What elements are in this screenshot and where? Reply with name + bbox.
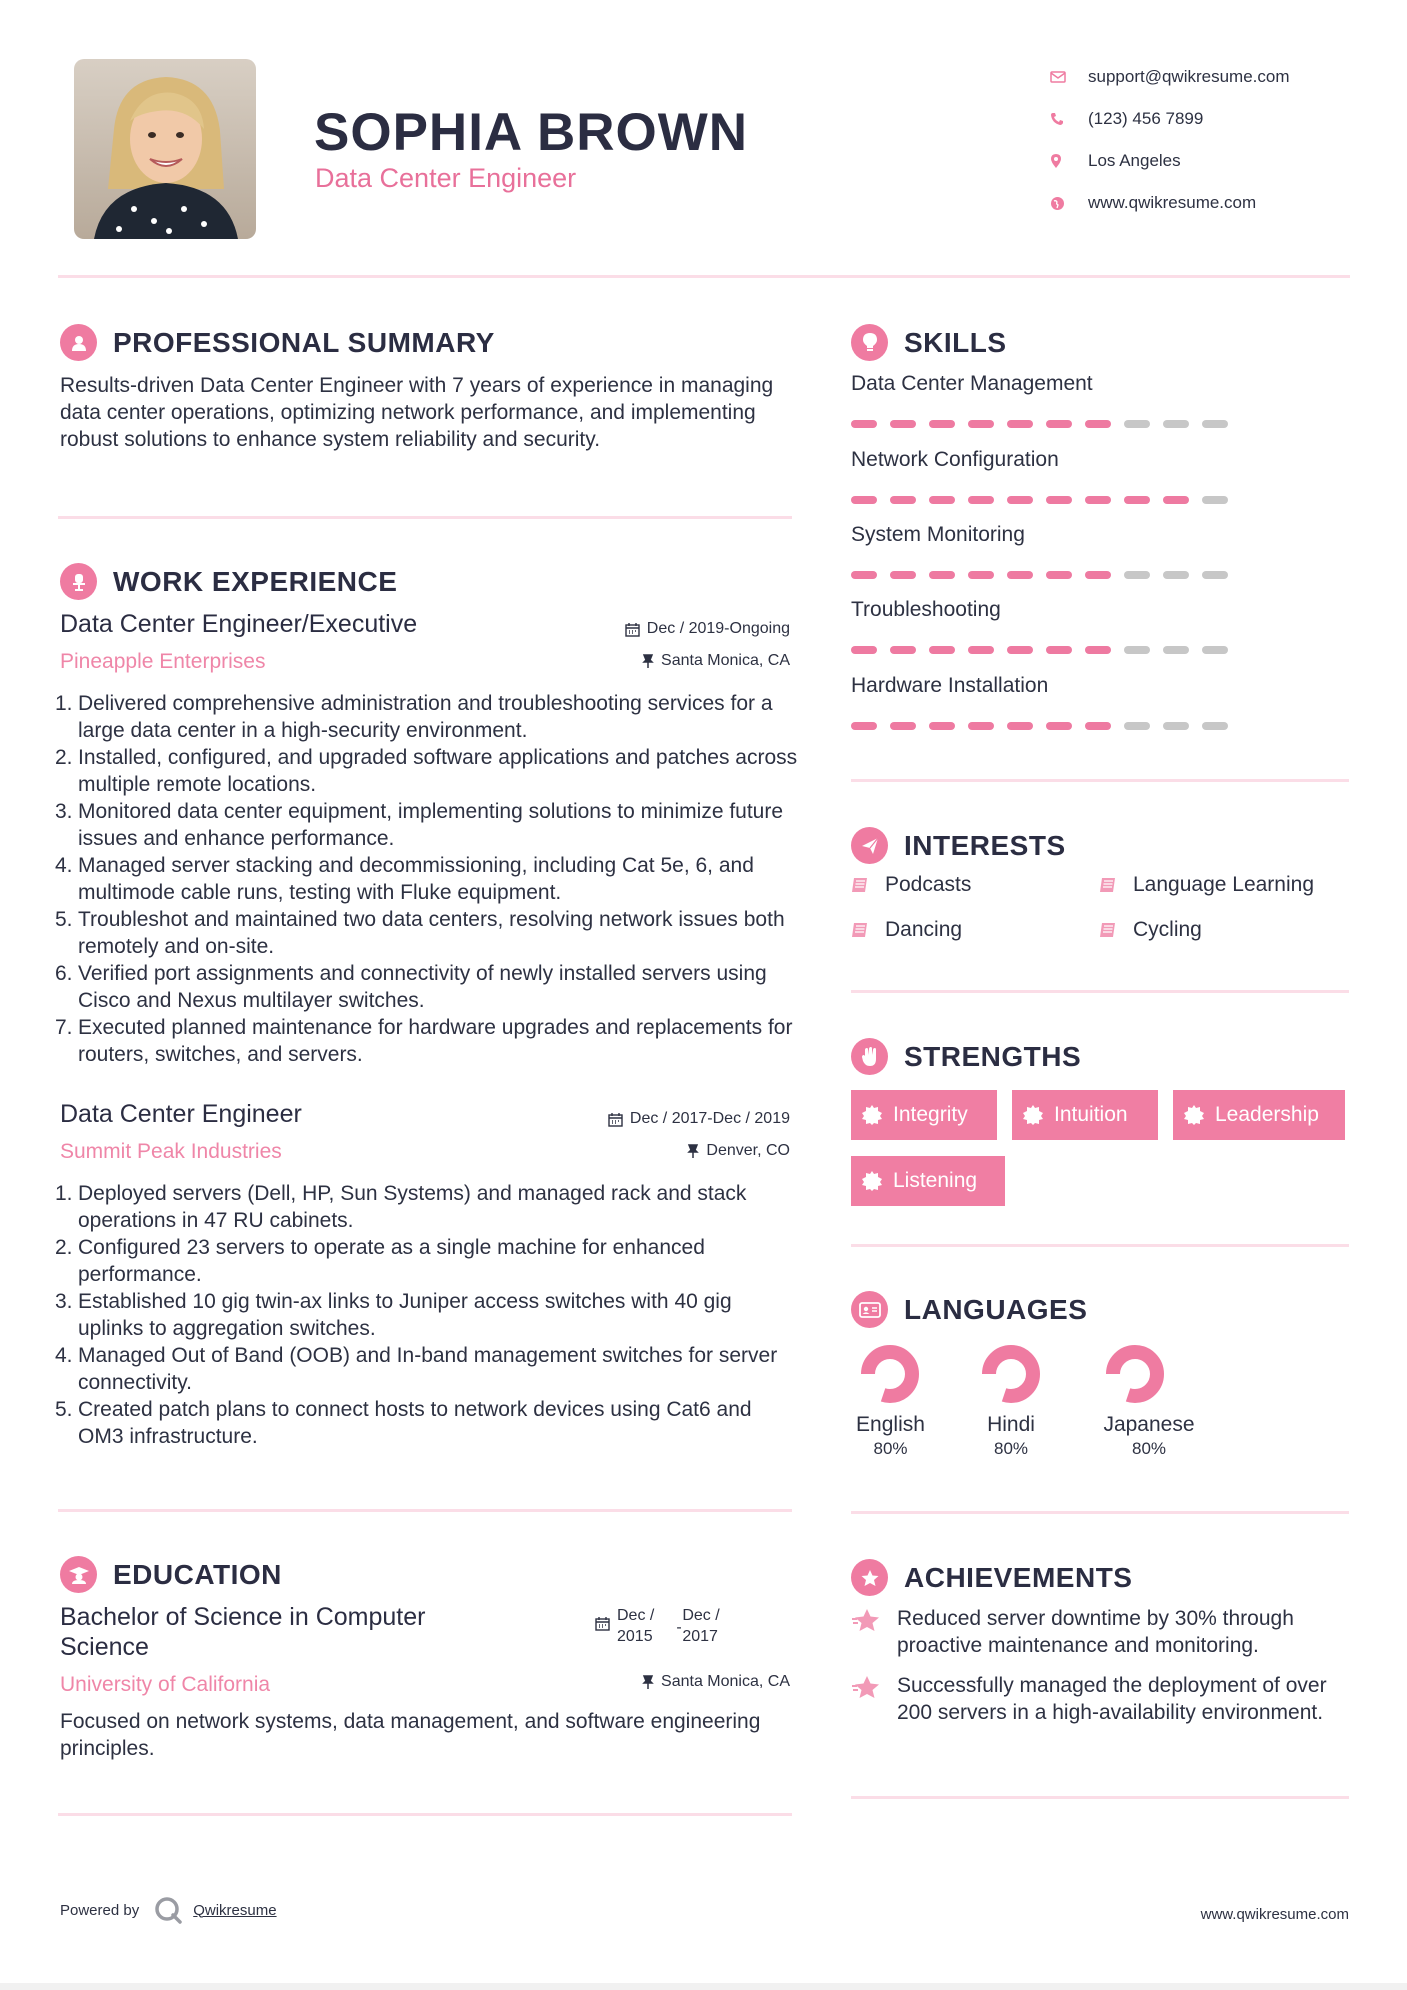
education-heading	[60, 1556, 282, 1593]
skill-dash-filled	[890, 420, 916, 428]
skill-dash-filled	[1007, 646, 1033, 654]
candidate-title: Data Center Engineer	[315, 163, 577, 193]
duty-text: Verified port assignments and connectivity of newly installed servers using Cisco and Nexus multilayer switches.	[78, 962, 767, 1012]
skill-name: Network Configuration	[851, 448, 1059, 471]
duty-number: 5.	[55, 1398, 73, 1421]
strength-label: Intuition	[1054, 1103, 1128, 1126]
duty-text: Managed server stacking and decommissioning, including Cat 5e, 6, and multimode cable runs, testing with Fluke equipment.	[78, 854, 754, 904]
language-percent: 80%	[1131, 1439, 1167, 1458]
language-ring-fill	[1113, 1352, 1157, 1396]
language-percent: 80%	[993, 1439, 1029, 1458]
school-name: University of California	[60, 1673, 271, 1696]
skills-heading	[851, 324, 1007, 361]
calendar-icon	[608, 1112, 623, 1127]
languages-divider	[851, 1511, 1349, 1514]
education-date-from-month: Dec /	[617, 1607, 655, 1624]
strengths-divider	[851, 1244, 1349, 1247]
skill-dash-empty	[1202, 646, 1228, 654]
duty-item	[55, 1180, 800, 1234]
candidate-name: SOPHIA BROWN	[314, 103, 749, 162]
duty-number: 1.	[55, 692, 73, 715]
skill-dash-filled	[1124, 496, 1150, 504]
skill-dash-empty	[1202, 722, 1228, 730]
duty-number: 4.	[55, 854, 73, 877]
book-icon	[851, 921, 871, 939]
skill-dash-filled	[929, 496, 955, 504]
skill-dash-empty	[1202, 496, 1228, 504]
skill-dash-filled	[1046, 722, 1072, 730]
language-gauge	[979, 1342, 1043, 1411]
contact-location	[1050, 140, 1380, 182]
language-gauge	[1103, 1342, 1167, 1411]
skill-dash-empty	[1202, 420, 1228, 428]
achievements-divider	[851, 1796, 1349, 1799]
graduate-icon	[60, 1556, 97, 1593]
skill-name: System Monitoring	[851, 523, 1025, 546]
badge-seal-icon	[1022, 1104, 1044, 1126]
skills-divider	[851, 779, 1349, 782]
duty-item	[55, 1234, 800, 1288]
duty-item	[55, 798, 800, 852]
education-description: Focused on network systems, data management, and software engineering principles.	[60, 1710, 761, 1760]
experience-heading	[60, 563, 397, 600]
skill-dash-filled	[890, 646, 916, 654]
skill-dash-filled	[1085, 722, 1111, 730]
book-icon	[1099, 921, 1119, 939]
duty-item	[55, 960, 800, 1014]
education-location-text: Santa Monica, CA	[661, 1673, 790, 1690]
strength-label: Listening	[893, 1169, 978, 1192]
skill-level-bar	[851, 420, 1241, 428]
contact-location-text: Los Angeles	[1088, 151, 1181, 170]
duty-number: 3.	[55, 800, 73, 823]
skill-dash-filled	[1085, 571, 1111, 579]
skill-dash-filled	[968, 722, 994, 730]
duty-number: 1.	[55, 1182, 73, 1205]
job-dates-1-text: Dec / 2019-Ongoing	[646, 620, 790, 637]
lightbulb-icon	[851, 324, 888, 361]
skill-dash-empty	[1124, 722, 1150, 730]
duty-item	[55, 1014, 800, 1068]
duty-item	[55, 852, 800, 906]
degree-title	[60, 1602, 500, 1662]
skill-level-bar	[851, 571, 1241, 579]
duty-item	[55, 1288, 800, 1342]
book-icon	[1099, 876, 1119, 894]
duty-number: 7.	[55, 1016, 73, 1039]
job-location-1-text: Santa Monica, CA	[661, 652, 790, 669]
strength-label: Integrity	[893, 1103, 968, 1126]
achievements-heading	[851, 1559, 1132, 1596]
pin-icon	[642, 1675, 654, 1690]
achievement-text: Reduced server downtime by 30% through proactive maintenance and monitoring.	[897, 1607, 1294, 1657]
chair-icon	[60, 563, 97, 600]
achievement-text: Successfully managed the deployment of over 200 servers in a high-availability environment.	[897, 1674, 1327, 1724]
interest-item	[851, 918, 962, 942]
skill-name: Hardware Installation	[851, 674, 1049, 697]
duty-item	[55, 1396, 800, 1450]
language-percent: 80%	[873, 1439, 908, 1458]
language-ring-fill	[989, 1352, 1033, 1396]
skill-dash-filled	[929, 722, 955, 730]
job-location-2-text: Denver, CO	[706, 1142, 790, 1159]
skill-dash-filled	[851, 571, 877, 579]
duty-item	[55, 1342, 800, 1396]
skill-dash-filled	[890, 722, 916, 730]
skill-dash-filled	[929, 420, 955, 428]
company-1: Pineapple Enterprises	[60, 650, 266, 673]
language-item	[851, 1413, 930, 1459]
location-pin-icon	[1050, 153, 1088, 169]
company-2: Summit Peak Industries	[60, 1140, 282, 1163]
duty-item	[55, 744, 800, 798]
portrait-image	[74, 59, 256, 239]
duty-text: Executed planned maintenance for hardware upgrades and replacements for routers, switches, and servers.	[78, 1016, 793, 1066]
language-name: Japanese	[1103, 1413, 1195, 1436]
language-ring-fill	[868, 1352, 912, 1396]
experience-divider	[58, 1509, 792, 1512]
language-item	[972, 1413, 1050, 1459]
education-date-sep: -	[676, 1619, 682, 1636]
footer-url[interactable]: www.qwikresume.com	[1200, 1906, 1349, 1923]
strength-tag	[851, 1156, 1005, 1206]
education-date-to-month: Dec /	[682, 1607, 720, 1624]
duty-text: Created patch plans to connect hosts to network devices using Cat6 and OM3 infrastructure.	[78, 1398, 752, 1448]
qwikresume-logo-icon	[153, 1895, 183, 1925]
degree-title-line1: Bachelor of Science in Computer	[60, 1603, 426, 1631]
strengths-heading-text: STRENGTHS	[904, 1040, 1082, 1072]
degree-title-line2: Science	[60, 1633, 149, 1661]
duty-number: 4.	[55, 1344, 73, 1367]
interest-item	[1099, 918, 1202, 942]
job-location-2	[687, 1142, 790, 1160]
globe-icon	[1050, 196, 1088, 211]
summary-heading	[60, 324, 495, 361]
skill-dash-empty	[1202, 571, 1228, 579]
skill-dash-filled	[929, 571, 955, 579]
job-dates-2	[608, 1110, 790, 1128]
skill-dash-filled	[1046, 646, 1072, 654]
duty-item	[55, 906, 800, 960]
skill-dash-filled	[851, 496, 877, 504]
interests-heading-text: INTERESTS	[904, 829, 1066, 861]
page-bottom-band	[0, 1983, 1407, 1990]
duty-text: Monitored data center equipment, implementing solutions to minimize future issues and enhance performance.	[78, 800, 784, 850]
duty-text: Troubleshot and maintained two data centers, resolving network issues both remotely and on-site.	[78, 908, 785, 958]
interest-label: Language Learning	[1133, 873, 1315, 896]
language-ring	[858, 1342, 922, 1406]
duty-text: Managed Out of Band (OOB) and In-band management switches for server connectivity.	[78, 1344, 778, 1394]
duty-number: 2.	[55, 1236, 73, 1259]
duty-text: Delivered comprehensive administration and troubleshooting services for a large data center in a high-security environment.	[78, 692, 773, 742]
header-divider	[58, 275, 1350, 278]
skill-dash-empty	[1163, 722, 1189, 730]
interest-label: Dancing	[885, 918, 963, 941]
skill-dash-filled	[890, 496, 916, 504]
job-duties-2	[55, 1180, 800, 1450]
skill-dash-filled	[1085, 496, 1111, 504]
interests-divider	[851, 990, 1349, 993]
id-card-icon	[851, 1291, 888, 1328]
skill-dash-filled	[968, 571, 994, 579]
duty-text: Deployed servers (Dell, HP, Sun Systems) and managed rack and stack operations in 47 RU cabinets.	[78, 1182, 747, 1232]
skill-dash-filled	[1007, 722, 1033, 730]
star-icon	[851, 1674, 883, 1700]
skill-dash-filled	[929, 646, 955, 654]
contact-website[interactable]	[1050, 182, 1380, 224]
badge-seal-icon	[1183, 1104, 1205, 1126]
badge-seal-icon	[861, 1104, 883, 1126]
skill-dash-filled	[851, 646, 877, 654]
powered-by-label: Powered by	[60, 1901, 140, 1919]
skill-dash-empty	[1124, 646, 1150, 654]
skill-dash-empty	[1163, 571, 1189, 579]
education-date-from	[617, 1605, 654, 1647]
summary-heading-text: PROFESSIONAL SUMMARY	[113, 326, 495, 358]
profile-photo	[74, 59, 256, 239]
skill-dash-filled	[1163, 496, 1189, 504]
phone-icon	[1050, 112, 1088, 126]
skill-dash-empty	[1124, 420, 1150, 428]
skill-dash-filled	[1007, 496, 1033, 504]
job-title-2: Data Center Engineer	[60, 1100, 302, 1128]
interest-label: Podcasts	[885, 873, 972, 896]
interests-heading	[851, 827, 1066, 864]
interest-item	[1099, 873, 1314, 897]
duty-item	[55, 690, 800, 744]
job-title-1: Data Center Engineer/Executive	[60, 610, 418, 638]
skill-name: Data Center Management	[851, 372, 1093, 395]
education-date-to	[676, 1605, 720, 1647]
education-date-to-year: 2017	[682, 1628, 718, 1645]
achievement-item	[851, 1672, 1351, 1726]
contact-phone-text: (123) 456 7899	[1088, 109, 1204, 128]
contact-website-text: www.qwikresume.com	[1088, 193, 1257, 212]
star-icon	[851, 1607, 883, 1633]
skill-dash-filled	[851, 722, 877, 730]
summary-text: Results-driven Data Center Engineer with 7 years of experience in managing data center operations, optimizing network performance, and implementing robust solutions to enhance system reliability and security.	[60, 374, 774, 451]
strength-label: Leadership	[1215, 1103, 1319, 1126]
calendar-icon	[625, 622, 640, 637]
skill-dash-filled	[968, 420, 994, 428]
qwikresume-link[interactable]: Qwikresume	[193, 1901, 277, 1919]
summary-divider	[58, 516, 792, 519]
contact-email-text: support@qwikresume.com	[1088, 67, 1290, 86]
achievement-item	[851, 1605, 1351, 1659]
skill-dash-empty	[1163, 420, 1189, 428]
calendar-icon	[595, 1616, 610, 1631]
duty-number: 2.	[55, 746, 73, 769]
duty-text: Configured 23 servers to operate as a single machine for enhanced performance.	[78, 1236, 705, 1286]
achievements-heading-text: ACHIEVEMENTS	[904, 1561, 1133, 1593]
language-name: English	[856, 1413, 925, 1436]
education-dates	[595, 1605, 720, 1647]
skill-dash-empty	[1163, 646, 1189, 654]
education-heading-text: EDUCATION	[113, 1558, 282, 1590]
skill-dash-filled	[1007, 420, 1033, 428]
contact-email[interactable]	[1050, 56, 1380, 98]
language-gauge	[858, 1342, 922, 1411]
contact-phone[interactable]	[1050, 98, 1380, 140]
book-icon	[851, 876, 871, 894]
job-dates-1	[625, 620, 790, 638]
strength-tag	[851, 1090, 997, 1140]
education-location	[642, 1673, 790, 1691]
skill-dash-empty	[1124, 571, 1150, 579]
star-badge-icon	[851, 1559, 888, 1596]
skill-dash-filled	[1046, 571, 1072, 579]
skill-dash-filled	[1085, 420, 1111, 428]
language-name: Hindi	[987, 1413, 1035, 1436]
badge-seal-icon	[861, 1170, 883, 1192]
skills-heading-text: SKILLS	[904, 326, 1007, 358]
interest-label: Cycling	[1133, 918, 1202, 941]
language-item	[1096, 1413, 1202, 1459]
duty-number: 3.	[55, 1290, 73, 1313]
skill-dash-filled	[968, 496, 994, 504]
hand-icon	[851, 1038, 888, 1075]
languages-heading-text: LANGUAGES	[904, 1293, 1088, 1325]
user-icon	[60, 324, 97, 361]
duty-text: Installed, configured, and upgraded software applications and patches across multiple remote locations.	[78, 746, 798, 796]
skill-level-bar	[851, 646, 1241, 654]
skill-dash-filled	[968, 646, 994, 654]
skill-dash-filled	[1085, 646, 1111, 654]
strength-tag	[1173, 1090, 1345, 1140]
skill-level-bar	[851, 722, 1241, 730]
duty-text: Established 10 gig twin-ax links to Juniper access switches with 40 gig uplinks to aggregation switches.	[78, 1290, 732, 1340]
languages-heading	[851, 1291, 1087, 1328]
pin-icon	[687, 1144, 699, 1159]
interest-item	[851, 873, 971, 897]
job-location-1	[642, 652, 790, 670]
mail-icon	[1050, 71, 1088, 83]
contact-list	[1050, 56, 1380, 224]
education-date-from-year: 2015	[617, 1628, 653, 1645]
duty-number: 5.	[55, 908, 73, 931]
job-dates-2-text: Dec / 2017-Dec / 2019	[629, 1110, 790, 1127]
language-ring	[979, 1342, 1043, 1406]
paper-plane-icon	[851, 827, 888, 864]
footer-powered-by	[60, 1895, 277, 1925]
skill-dash-filled	[1046, 420, 1072, 428]
skill-dash-filled	[851, 420, 877, 428]
language-ring	[1103, 1342, 1167, 1406]
duty-number: 6.	[55, 962, 73, 985]
skill-name: Troubleshooting	[851, 598, 1001, 621]
pin-icon	[642, 654, 654, 669]
job-duties-1	[55, 690, 800, 1068]
education-divider	[58, 1813, 792, 1816]
strengths-heading	[851, 1038, 1081, 1075]
skill-level-bar	[851, 496, 1241, 504]
skill-dash-filled	[890, 571, 916, 579]
experience-heading-text: WORK EXPERIENCE	[113, 565, 398, 597]
strength-tag	[1012, 1090, 1158, 1140]
skill-dash-filled	[1007, 571, 1033, 579]
skill-dash-filled	[1046, 496, 1072, 504]
